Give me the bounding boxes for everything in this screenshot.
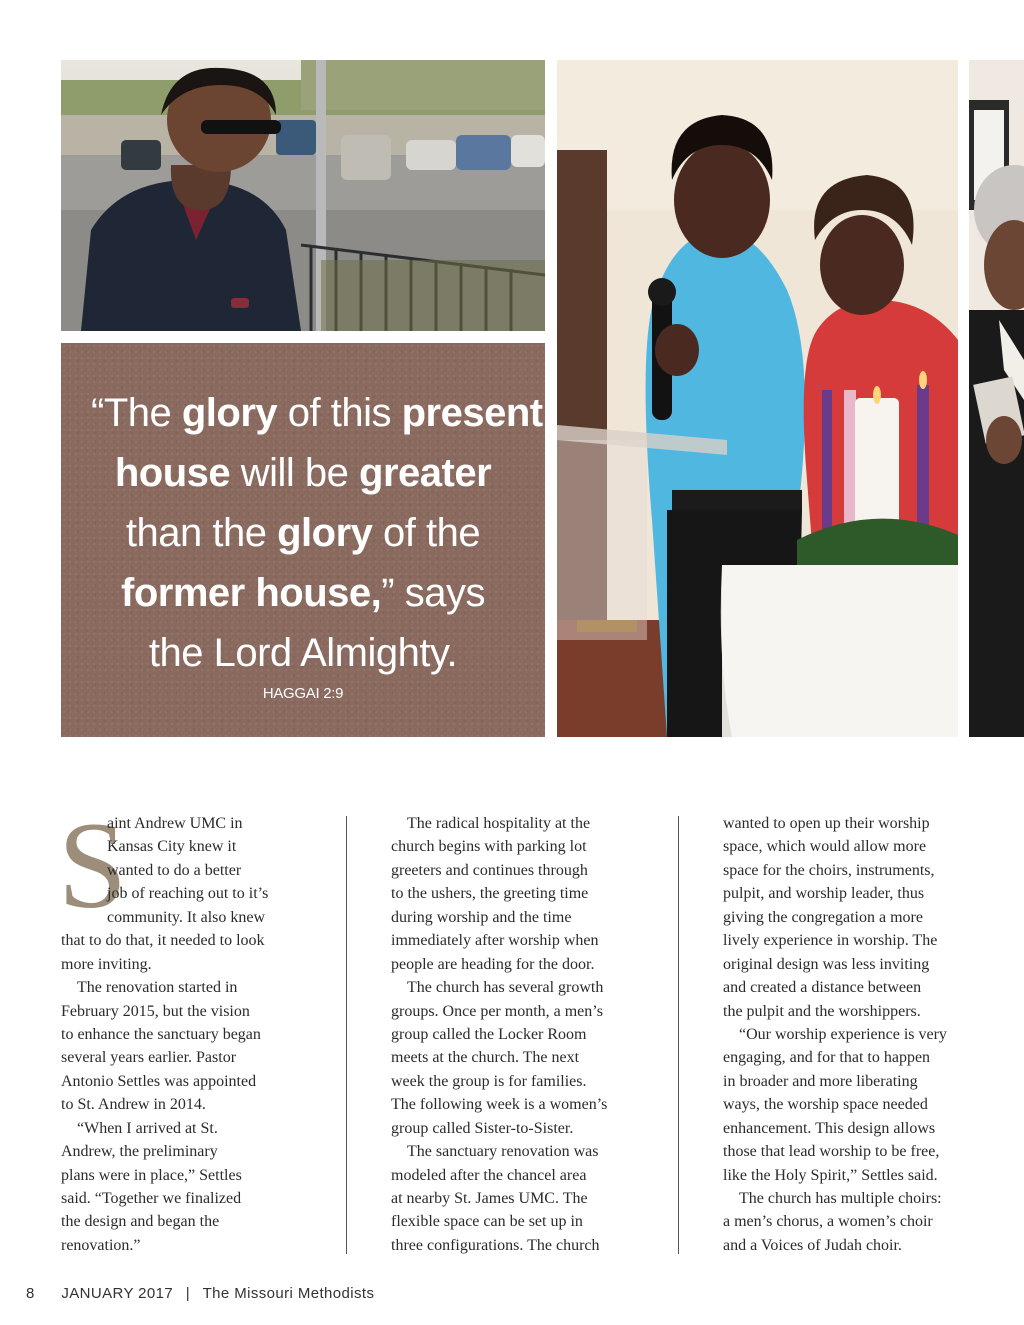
quote-line (91, 383, 543, 443)
photo-woman-cropped (969, 60, 1024, 737)
footer-separator: | (185, 1285, 191, 1302)
quote-emphasis: former house, (121, 571, 382, 615)
article-line: The sanctuary renovation was (407, 1143, 599, 1161)
article-line: said. “Together we finalized (61, 1190, 242, 1207)
drop-cap: S (58, 797, 127, 934)
article-line: the pulpit and the worshippers. (723, 1002, 921, 1020)
article-line: enhancement. This design allows (723, 1119, 936, 1137)
quote-segment: ” says (381, 571, 485, 615)
article-line: those that lead worship to be free, (723, 1143, 940, 1161)
article-line: renovation.” (61, 1236, 141, 1254)
article-line: the design and began the (61, 1213, 220, 1231)
quote-segment: the Lord Almighty. (148, 631, 458, 675)
scripture-quote-panel (61, 343, 545, 737)
article-line: flexible space can be set up in (391, 1213, 583, 1231)
quote-line (91, 443, 515, 503)
article-line: during worship and the time (391, 908, 572, 926)
quote-emphasis: present (401, 391, 543, 435)
article-line: The church has several growth (407, 979, 604, 997)
article-line: at nearby St. James UMC. The (391, 1190, 588, 1207)
article-line: pulpit, and worship leader, thus (723, 885, 925, 903)
quote-citation: HAGGAI 2:9 (262, 685, 344, 702)
quote-line (91, 563, 515, 623)
article-line: The following week is a women’s (391, 1096, 608, 1114)
quote-segment: than the (125, 511, 278, 555)
article-line: The church has multiple choirs: (739, 1190, 942, 1207)
article-column-2 (391, 812, 641, 1257)
article-line: space, which would allow more (723, 838, 927, 856)
article-line: plans were in place,” Settles (61, 1166, 242, 1184)
quote-emphasis: glory (181, 391, 278, 435)
issue-date: JANUARY 2017 (61, 1285, 174, 1302)
article-line: wanted to do a better (107, 861, 242, 879)
article-line: to St. Andrew in 2014. (61, 1096, 206, 1114)
article-line: giving the congregation a more (723, 908, 923, 926)
article-line: The radical hospitality at the (407, 815, 591, 832)
article-line: ways, the worship space needed (723, 1096, 928, 1114)
article-line: a men’s chorus, a women’s choir (723, 1213, 933, 1231)
article-line: greeters and continues through (391, 861, 588, 879)
article-line: space for the choirs, instruments, (723, 861, 935, 879)
article-line: “When I arrived at St. (77, 1119, 218, 1137)
article-column-3 (723, 812, 983, 1257)
quote-segment: of the (372, 511, 481, 555)
article-line: The renovation started in (77, 979, 238, 997)
page-footer (26, 1285, 374, 1302)
quote-emphasis: glory (277, 511, 373, 555)
publication-name: The Missouri Methodists (202, 1285, 375, 1302)
photo-pastor-outdoors (61, 60, 545, 331)
article-line: Antonio Settles was appointed (61, 1072, 257, 1090)
article-line: community. It also knew (107, 908, 266, 926)
article-line: aint Andrew UMC in (107, 815, 243, 832)
article-line: Andrew, the preliminary (61, 1143, 218, 1161)
article-line: church begins with parking lot (391, 838, 587, 856)
article-line: several years earlier. Pastor (61, 1049, 237, 1067)
quote-segment: “The (91, 391, 182, 435)
article-line: original design was less inviting (723, 955, 930, 973)
article-line: group called Sister-to-Sister. (391, 1119, 574, 1137)
article-line: three configurations. The church (391, 1236, 600, 1254)
article-line: group called the Locker Room (391, 1025, 587, 1043)
article-line: February 2015, but the vision (61, 1002, 250, 1020)
page-number: 8 (26, 1285, 35, 1302)
article-line: to the ushers, the greeting time (391, 885, 589, 903)
quote-segment: will be (230, 451, 360, 495)
column-divider (346, 816, 347, 1254)
article-line: Kansas City knew it (107, 838, 237, 856)
article-line: groups. Once per month, a men’s (391, 1002, 603, 1020)
quote-line (91, 503, 515, 563)
article-line: like the Holy Spirit,” Settles said. (723, 1166, 938, 1184)
article-line: engaging, and for that to happen (723, 1049, 931, 1067)
article-line: to enhance the sanctuary began (61, 1025, 261, 1043)
article-line: and created a distance between (723, 979, 922, 997)
article-line: meets at the church. The next (391, 1049, 580, 1067)
article-line: modeled after the chancel area (391, 1166, 587, 1184)
quote-text (91, 383, 543, 683)
quote-segment: of this (277, 391, 402, 435)
article-line: people are heading for the door. (391, 955, 595, 973)
article-line: more inviting. (61, 955, 152, 973)
photo-youth-reading (557, 60, 958, 737)
article-line: that to do that, it needed to look (61, 932, 265, 950)
article-line: immediately after worship when (391, 932, 599, 950)
article-line: lively experience in worship. The (723, 932, 938, 950)
article-line: and a Voices of Judah choir. (723, 1236, 902, 1254)
article-line: week the group is for families. (391, 1072, 587, 1090)
quote-emphasis: house (114, 451, 231, 495)
article-column-1 (61, 812, 311, 1257)
quote-emphasis: greater (359, 451, 492, 495)
article-line: “Our worship experience is very (739, 1025, 947, 1043)
article-line: in broader and more liberating (723, 1072, 918, 1090)
article-line: job of reaching out to it’s (107, 885, 269, 903)
article-line: wanted to open up their worship (723, 815, 930, 832)
quote-line (91, 623, 515, 683)
column-divider (678, 816, 679, 1254)
